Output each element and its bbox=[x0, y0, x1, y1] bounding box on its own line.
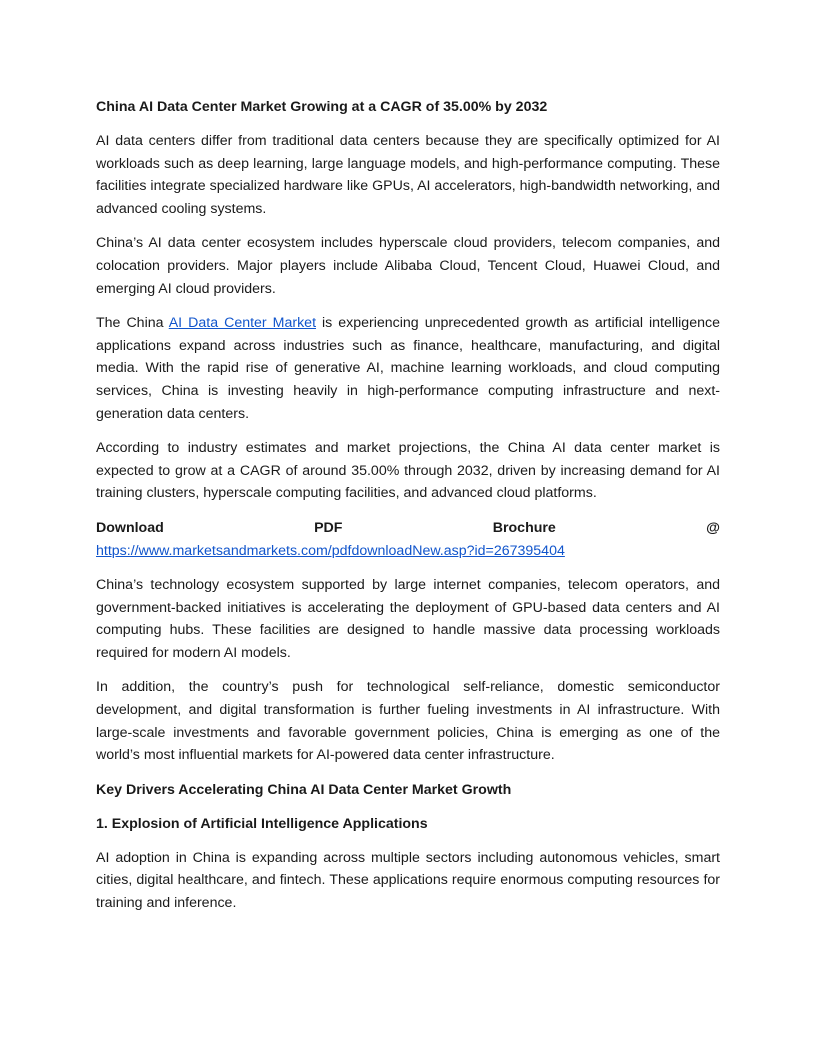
paragraph-market-growth-rest: is experiencing unprecedented growth as artificial intelligence applications expand across industries such as finance, healthcare, manufacturing, and digital media. With the rapid rise of generative AI, machine learning workloads, and cloud computing services, China is investing heavily in high-performance computing infrastructure and next-generation data centers. bbox=[96, 315, 720, 422]
paragraph-ai-data-centers: AI data centers differ from traditional data centers because they are specifically optimized for AI workloads such as deep learning, large language models, and high-performance computing. These facilities integrate specialized hardware like GPUs, AI accelerators, high-bandwidth networking, and advanced cooling systems. bbox=[96, 133, 720, 217]
brochure-download-link[interactable]: https://www.marketsandmarkets.com/pdfdownloadNew.asp?id=267395404 bbox=[96, 542, 565, 559]
paragraph-projections: According to industry estimates and market projections, the China AI data center market is expected to grow at a CAGR of around 35.00% through 2032, driven by increasing demand for AI training clusters, hyperscale computing facilities, and advanced cloud platforms. bbox=[96, 440, 720, 502]
document-page bbox=[96, 96, 720, 927]
subheading-ai-applications: 1. Explosion of Artificial Intelligence Applications bbox=[96, 815, 428, 832]
download-word: Download bbox=[96, 519, 164, 536]
at-sign: @ bbox=[706, 519, 720, 536]
paragraph-market-growth-lead: The China bbox=[96, 315, 169, 332]
paragraph-ai-adoption: AI adoption in China is expanding across multiple sectors including autonomous vehicles, smart cities, digital healthcare, and fintech. These applications require enormous computing resources for training and inference. bbox=[96, 849, 720, 912]
paragraph-market-growth bbox=[96, 312, 720, 425]
ai-data-center-market-link[interactable]: AI Data Center Market bbox=[168, 315, 317, 332]
paragraph-technology-ecosystem: China’s technology ecosystem supported by large internet companies, telecom operators, and government-backed initiatives is accelerating the deployment of GPU-based data centers and AI computing hubs. These facilities are designed to handle massive data processing workloads required for modern AI models. bbox=[96, 577, 720, 661]
paragraph-self-reliance: In addition, the country’s push for technological self-reliance, domestic semiconductor development, and digital transformation is further fueling investments in AI infrastructure. With large-scale investments and favorable government policies, China is emerging as one of the world’s most influential markets for AI-powered data center infrastructure. bbox=[96, 679, 720, 764]
section-heading-key-drivers: Key Drivers Accelerating China AI Data Center Market Growth bbox=[96, 781, 512, 798]
document-title: China AI Data Center Market Growing at a CAGR of 35.00% by 2032 bbox=[96, 99, 548, 115]
paragraph-ecosystem: China’s AI data center ecosystem includes hyperscale cloud providers, telecom companies, and colocation providers. Major players include Alibaba Cloud, Tencent Cloud, Huawei Cloud, and emerging AI cloud providers. bbox=[96, 235, 720, 297]
download-brochure-label bbox=[96, 517, 720, 540]
download-brochure-block bbox=[96, 517, 720, 562]
pdf-word: PDF bbox=[314, 519, 343, 536]
brochure-word: Brochure bbox=[492, 519, 556, 536]
